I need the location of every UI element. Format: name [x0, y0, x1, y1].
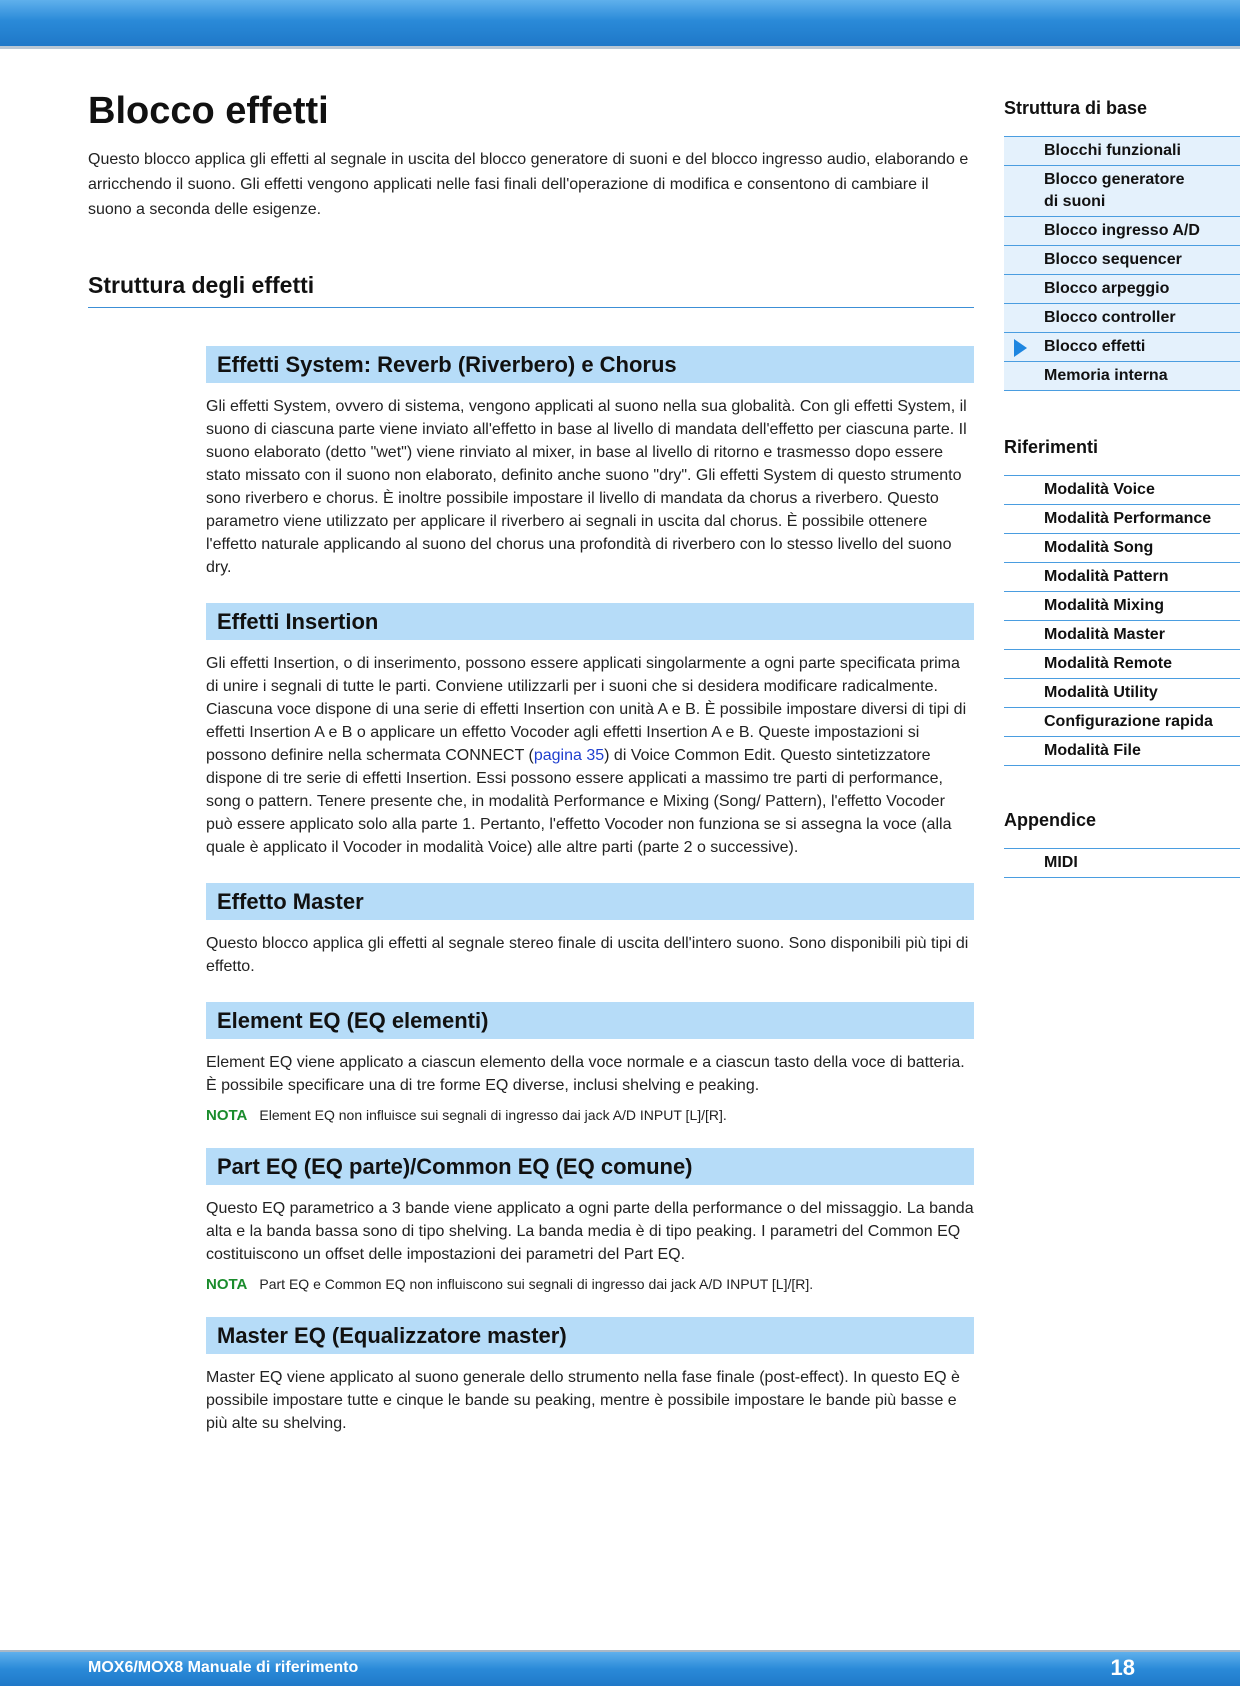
sidebar-item-remote[interactable]: Modalità Remote — [1004, 650, 1240, 679]
sidebar-group-refs-title: Riferimenti — [1004, 437, 1099, 457]
page-title: Blocco effetti — [88, 90, 329, 132]
sidebar-item-file[interactable]: Modalità File — [1004, 737, 1240, 766]
page-35-link[interactable]: pagina 35 — [533, 747, 605, 764]
sidebar-list-appendix — [1004, 848, 1240, 878]
master-effect-heading: Effetto Master — [206, 883, 974, 920]
system-effects-body: Gli effetti System, ovvero di sistema, vengono applicati al suono nella sua globalità. Con gli effetti System, il suono di ciascuna parte viene inviato all'effetto in base al livello di mandata dell'effetto per ciascuna parte. Il suono elaborato (detto "wet") viene rinviato al mixer, in base al livello di ritorno e trasmesso dopo essere stato missato con il suono non elaborato, definito anche suono "dry". Gli effetti System di questo strumento sono riverbero e chorus. È inoltre possibile impostare il livello di mandata da chorus a riverbero. Questo parametro viene utilizzato per applicare il riverbero ai segnali in uscita dal chorus. È possibile ottenere l'effetto naturale applicando al suono del chorus una profondità di riverbero con lo stesso livello del suono dry. — [206, 398, 967, 576]
part-eq-heading: Part EQ (EQ parte)/Common EQ (EQ comune) — [206, 1148, 974, 1185]
system-effects-heading: Effetti System: Reverb (Riverbero) e Chorus — [206, 346, 974, 383]
element-eq-body: Element EQ viene applicato a ciascun elemento della voce normale e a ciascun tasto della voce di batteria. È possibile specificare una di tre forme EQ diverse, inclusi shelving e peaking. — [206, 1054, 965, 1094]
element-eq-heading: Element EQ (EQ elementi) — [206, 1002, 974, 1039]
sidebar-item-voice[interactable]: Modalità Voice — [1004, 476, 1240, 505]
insertion-effects-body — [206, 652, 974, 859]
footer-manual-title: MOX6/MOX8 Manuale di riferimento — [88, 1659, 359, 1676]
insertion-body-part2: ) di Voice Common Edit. Questo sintetizzatore dispone di tre serie di effetti Insertion. Essi possono essere applicati a massimo tre parti di performance, song o pattern. Tenere presente che, in modalità Performance e Mixing (Song/ Pattern), l'effetto Vocoder può essere applicato solo alla parte 1. Pertanto, l'effetto Vocoder non funziona se si assegna la voce (alla quale è applicato il Vocoder in modalità Voice) alle altre parti (parte 2 o successive). — [206, 747, 952, 856]
sidebar-list-basic — [1004, 136, 1240, 391]
insertion-effects-heading: Effetti Insertion — [206, 603, 974, 640]
element-eq-note — [206, 1107, 974, 1124]
part-eq-note — [206, 1276, 974, 1293]
sidebar-item-blocchi-funzionali[interactable]: Blocchi funzionali — [1004, 137, 1240, 166]
sidebar-item-memoria-interna[interactable]: Memoria interna — [1004, 362, 1240, 391]
sidebar-item-master[interactable]: Modalità Master — [1004, 621, 1240, 650]
master-effect-body: Questo blocco applica gli effetti al segnale stereo finale di uscita dell'intero suono. Sono disponibili più tipi di effetto. — [206, 935, 969, 975]
note-label: NOTA — [206, 1107, 248, 1124]
sidebar-item-midi[interactable]: MIDI — [1004, 849, 1240, 878]
sidebar-item-mixing[interactable]: Modalità Mixing — [1004, 592, 1240, 621]
part-eq-body: Questo EQ parametrico a 3 bande viene applicato a ogni parte della performance o del missaggio. La banda alta e la banda bassa sono di tipo shelving. La banda media è di tipo peaking. I parametri del Common EQ costituiscono un offset delle impostazioni dei parametri del Part EQ. — [206, 1200, 974, 1263]
sidebar-item-blocco-controller[interactable]: Blocco controller — [1004, 304, 1240, 333]
section-heading: Struttura degli effetti — [88, 272, 974, 308]
sidebar-item-configurazione-rapida[interactable]: Configurazione rapida — [1004, 708, 1240, 737]
effects-subsections — [206, 346, 974, 1435]
note-text: Element EQ non influisce sui segnali di ingresso dai jack A/D INPUT [L]/[R]. — [259, 1107, 727, 1123]
intro-paragraph: Questo blocco applica gli effetti al segnale in uscita del blocco generatore di suoni e del blocco ingresso audio, elaborando e arricchendo il suono. Gli effetti vengono applicati nelle fasi finali dell'operazione di modifica e consentono di cambiare il suono a seconda delle esigenze. — [88, 151, 969, 218]
master-eq-heading: Master EQ (Equalizzatore master) — [206, 1317, 974, 1354]
sidebar-item-label: Blocco effetti — [1044, 338, 1146, 355]
main-content — [88, 90, 974, 1435]
note-text: Part EQ e Common EQ non influiscono sui segnali di ingresso dai jack A/D INPUT [L]/[R]. — [259, 1276, 814, 1292]
page-number: 18 — [1110, 1655, 1135, 1680]
sidebar-nav — [1004, 98, 1240, 878]
insertion-body-part1: Gli effetti Insertion, o di inserimento, possono essere applicati singolarmente a ogni parte specificata prima di unire i segnali di tutte le parti. Conviene utilizzarli per i suoni che si desidera modificare radicalmente. Ciascuna voce dispone di una serie di effetti Insertion con unità A e B. È possibile impostare diversi di tipi di effetti Insertion A e B o applicare un effetto Vocoder agli effetti Insertion A e B. Queste impostazioni si possono definire nella schermata CONNECT ( — [206, 655, 967, 764]
sidebar-item-blocco-arpeggio[interactable]: Blocco arpeggio — [1004, 275, 1240, 304]
sidebar-group-basic-title: Struttura di base — [1004, 98, 1148, 118]
sidebar-item-song[interactable]: Modalità Song — [1004, 534, 1240, 563]
sidebar-item-utility[interactable]: Modalità Utility — [1004, 679, 1240, 708]
note-label: NOTA — [206, 1276, 248, 1293]
sidebar-list-refs — [1004, 475, 1240, 766]
sidebar-item-pattern[interactable]: Modalità Pattern — [1004, 563, 1240, 592]
current-page-arrow-icon — [1014, 339, 1027, 357]
sidebar-item-blocco-effetti[interactable] — [1004, 333, 1240, 362]
sidebar-group-appendix-title: Appendice — [1004, 810, 1097, 830]
sidebar-item-blocco-sequencer[interactable]: Blocco sequencer — [1004, 246, 1240, 275]
master-eq-body: Master EQ viene applicato al suono generale dello strumento nella fase finale (post-effect). In questo EQ è possibile impostare tutte e cinque le bande su peaking, mentre è possibile impostare le bande più basse e più alte su shelving. — [206, 1369, 960, 1432]
footer-bar — [0, 1650, 1240, 1686]
sidebar-item-blocco-ingresso[interactable]: Blocco ingresso A/D — [1004, 217, 1240, 246]
sidebar-item-blocco-generatore[interactable]: Blocco generatore di suoni — [1004, 166, 1240, 217]
header-bar — [0, 0, 1240, 49]
sidebar-item-performance[interactable]: Modalità Performance — [1004, 505, 1240, 534]
